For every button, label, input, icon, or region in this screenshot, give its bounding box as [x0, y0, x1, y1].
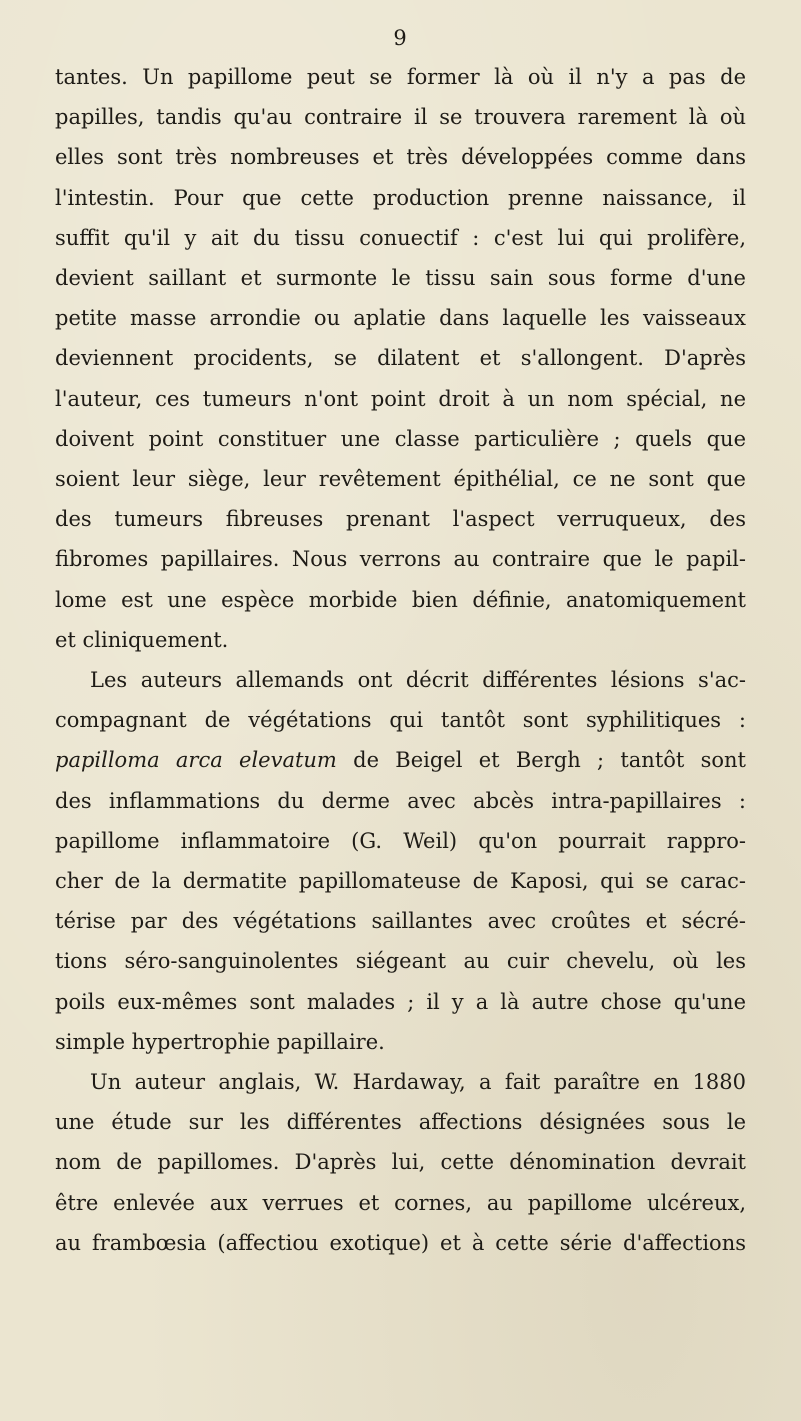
text-line: soient leur siège, leur revêtement épithélial, ce ne sont que: [55, 467, 746, 492]
text-line: tantes. Un papillome peut se former là où il n'y a pas de: [55, 65, 746, 89]
text-line-with-italic: [55, 740, 746, 780]
text-line: au frambœsia (affectiou exotique) et à cette série d'affections: [55, 1230, 746, 1255]
italic-term: papilloma arca elevatum: [55, 748, 337, 773]
text-line: suffit qu'il y ait du tissu conuectif : c'est lui qui prolifère,: [55, 225, 746, 250]
paragraph-3: [55, 1062, 746, 1263]
text-line: cher de la dermatite papillomateuse de Kaposi, qui se carac-: [55, 869, 746, 894]
text-line: des tumeurs fibreuses prenant l'aspect verruqueux, des: [55, 507, 746, 532]
text-line: et cliniquement.: [55, 627, 229, 652]
text-line: térise par des végétations saillantes avec croûtes et sécré-: [55, 909, 746, 934]
text-line: petite masse arrondie ou aplatie dans laquelle les vaisseaux: [55, 306, 746, 331]
text-line: devient saillant et surmonte le tissu sain sous forme d'une: [55, 266, 746, 291]
text-line: une étude sur les différentes affections désignées sous le: [55, 1110, 746, 1135]
text-line: deviennent procidents, se dilatent et s'allongent. D'après: [55, 346, 746, 371]
text-line: l'auteur, ces tumeurs n'ont point droit à un nom spécial, ne: [55, 386, 746, 411]
text-line: elles sont très nombreuses et très développées comme dans: [55, 145, 746, 170]
text-line: papilles, tandis qu'au contraire il se trouvera rarement là où: [55, 105, 746, 130]
text-line: tions séro-sanguinolentes siégeant au cuir chevelu, où les: [55, 949, 746, 974]
text-line: nom de papillomes. D'après lui, cette dénomination devrait: [55, 1150, 746, 1175]
text-run: de Beigel et Bergh ; tantôt sont: [336, 748, 746, 773]
text-line: compagnant de végétations qui tantôt sont syphilitiques :: [55, 708, 746, 733]
text-line: lome est une espèce morbide bien définie, anatomiquement: [55, 587, 746, 612]
text-line: des inflammations du derme avec abcès intra-papillaires :: [55, 788, 746, 813]
paragraph-2: [55, 660, 746, 1062]
paragraph-1: [55, 57, 746, 660]
body-text: [55, 57, 746, 1263]
text-line: papillome inflammatoire (G. Weil) qu'on pourrait rappro-: [55, 828, 746, 853]
text-line: fibromes papillaires. Nous verrons au contraire que le papil-: [55, 547, 746, 572]
text-line: l'intestin. Pour que cette production prenne naissance, il: [55, 185, 746, 210]
page-number: 9: [393, 26, 408, 50]
text-line: Les auteurs allemands ont décrit différentes lésions s'ac-: [90, 668, 746, 693]
text-line: simple hypertrophie papillaire.: [55, 1029, 385, 1054]
text-line: poils eux-mêmes sont malades ; il y a là autre chose qu'une: [55, 989, 746, 1014]
text-line: doivent point constituer une classe particulière ; quels que: [55, 426, 746, 451]
text-line: être enlevée aux verrues et cornes, au papillome ulcéreux,: [55, 1190, 746, 1215]
text-line: Un auteur anglais, W. Hardaway, a fait paraître en 1880: [90, 1070, 746, 1095]
